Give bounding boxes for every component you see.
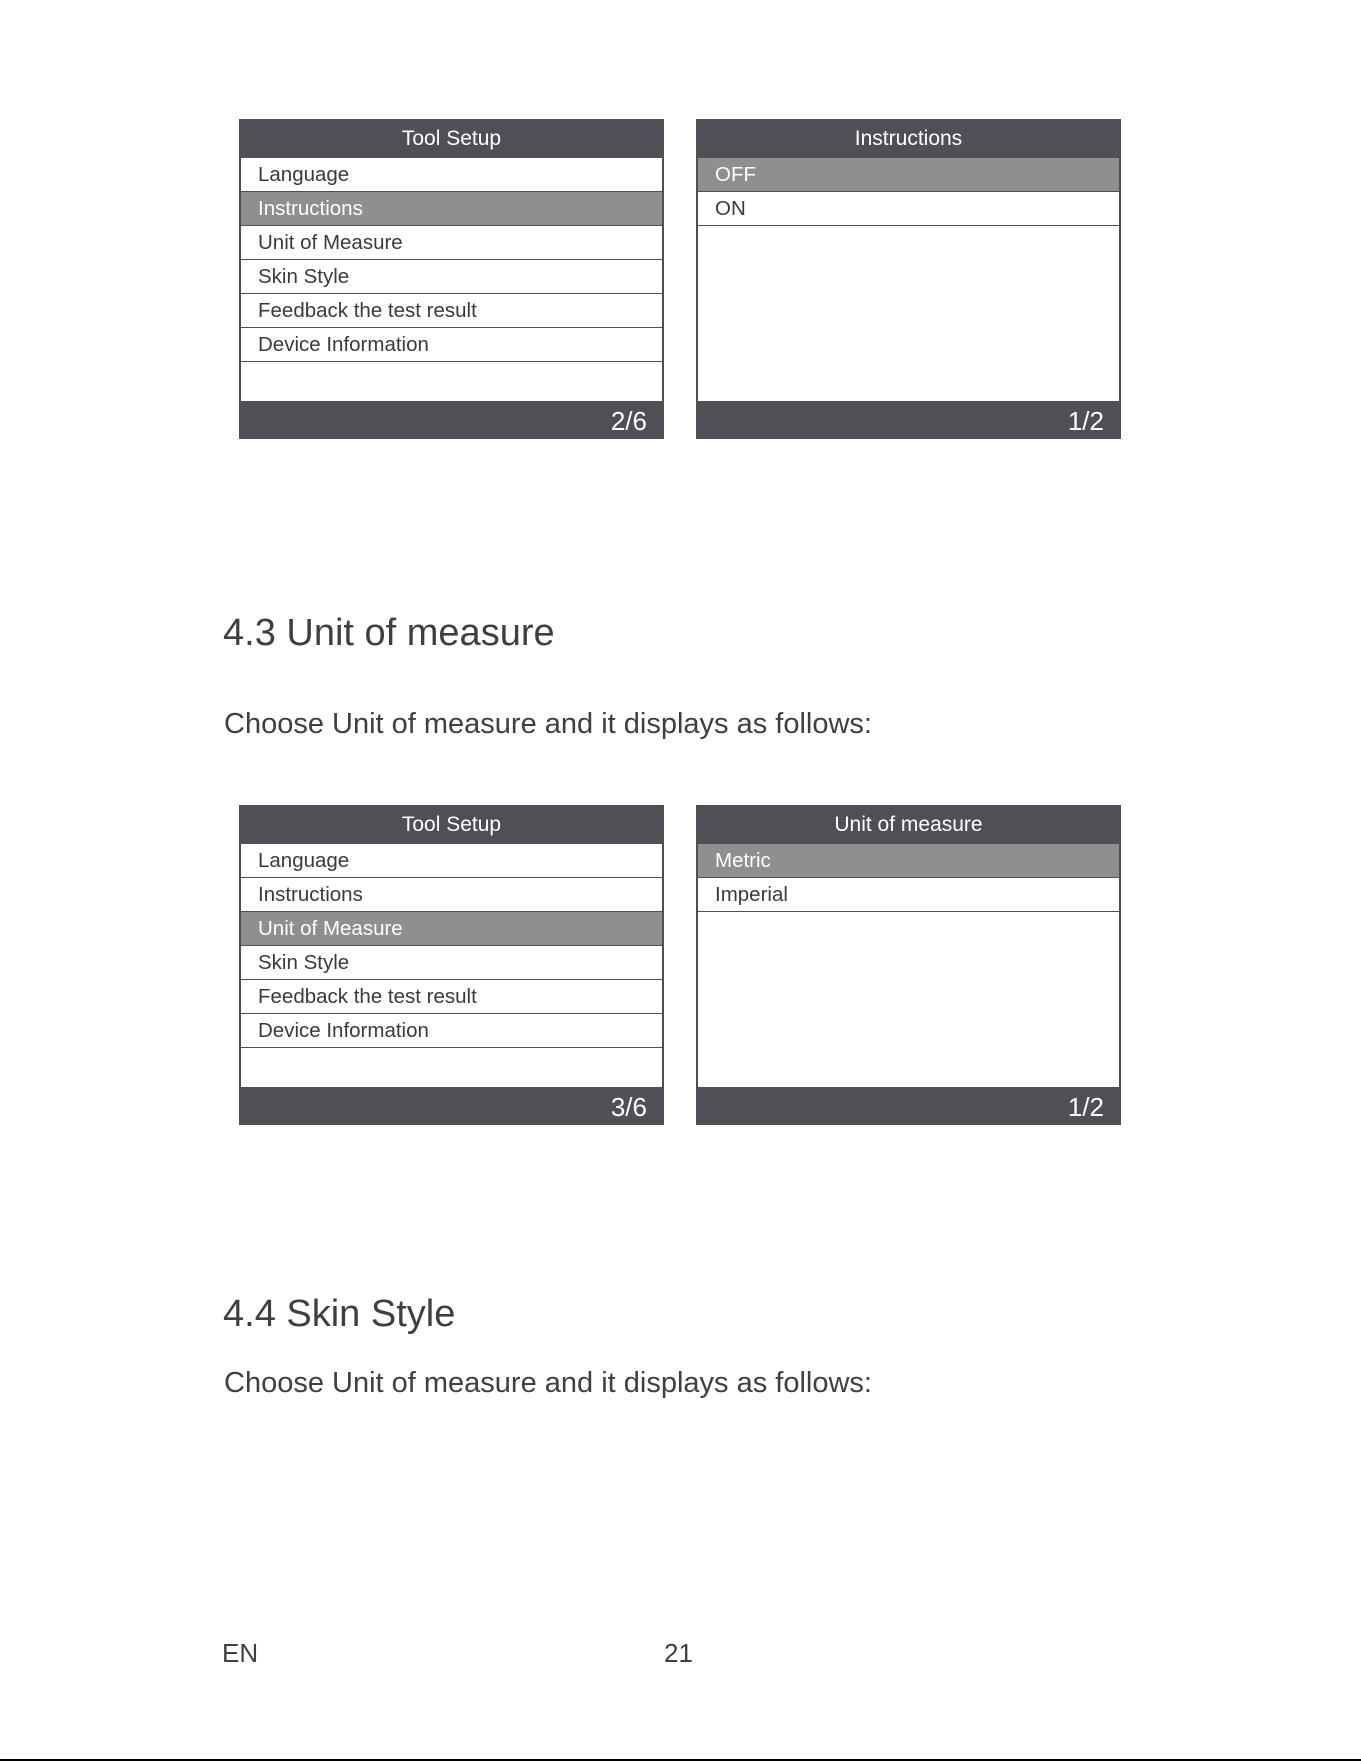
- section-heading-unit: 4.3 Unit of measure: [223, 612, 555, 654]
- menu-item-language[interactable]: Language: [241, 844, 662, 878]
- menu-item-skin-style[interactable]: Skin Style: [241, 260, 662, 294]
- page-indicator: 1/2: [1067, 1092, 1104, 1122]
- option-imperial[interactable]: Imperial: [698, 878, 1119, 912]
- screen-title: Tool Setup: [401, 127, 502, 150]
- option-off[interactable]: OFF: [698, 158, 1119, 192]
- menu-item-unit-of-measure[interactable]: Unit of Measure: [241, 912, 662, 946]
- screen-title: Tool Setup: [401, 813, 502, 836]
- menu-item-language[interactable]: Language: [241, 158, 662, 192]
- screen-title: Instructions: [854, 127, 963, 150]
- section-heading-skin: 4.4 Skin Style: [223, 1293, 456, 1335]
- menu-item-unit-of-measure[interactable]: Unit of Measure: [241, 226, 662, 260]
- tool-setup-screen-2: [239, 805, 664, 1125]
- page-indicator: 2/6: [610, 406, 647, 436]
- option-metric[interactable]: Metric: [698, 844, 1119, 878]
- footer-language: EN: [222, 1638, 259, 1668]
- screen-title: Unit of measure: [834, 813, 983, 836]
- footer-page-number: 21: [664, 1638, 693, 1668]
- page-indicator: 3/6: [610, 1092, 647, 1122]
- menu-item-device-information[interactable]: Device Information: [241, 1014, 662, 1048]
- menu-item-instructions[interactable]: Instructions: [241, 192, 662, 226]
- menu-list: [241, 844, 662, 1087]
- menu-item-device-information[interactable]: Device Information: [241, 328, 662, 362]
- section-text-skin: Choose Unit of measure and it displays as follows:: [224, 1367, 872, 1399]
- page-indicator: 1/2: [1067, 406, 1104, 436]
- option-list: [698, 158, 1119, 401]
- unit-of-measure-screen: [696, 805, 1121, 1125]
- menu-item-instructions[interactable]: Instructions: [241, 878, 662, 912]
- menu-item-feedback[interactable]: Feedback the test result: [241, 980, 662, 1014]
- menu-item-feedback[interactable]: Feedback the test result: [241, 294, 662, 328]
- tool-setup-screen-1: [239, 119, 664, 439]
- section-text-unit: Choose Unit of measure and it displays as follows:: [224, 708, 872, 740]
- menu-item-skin-style[interactable]: Skin Style: [241, 946, 662, 980]
- option-list: [698, 844, 1119, 1087]
- instructions-screen: [696, 119, 1121, 439]
- menu-list: [241, 158, 662, 401]
- option-on[interactable]: ON: [698, 192, 1119, 226]
